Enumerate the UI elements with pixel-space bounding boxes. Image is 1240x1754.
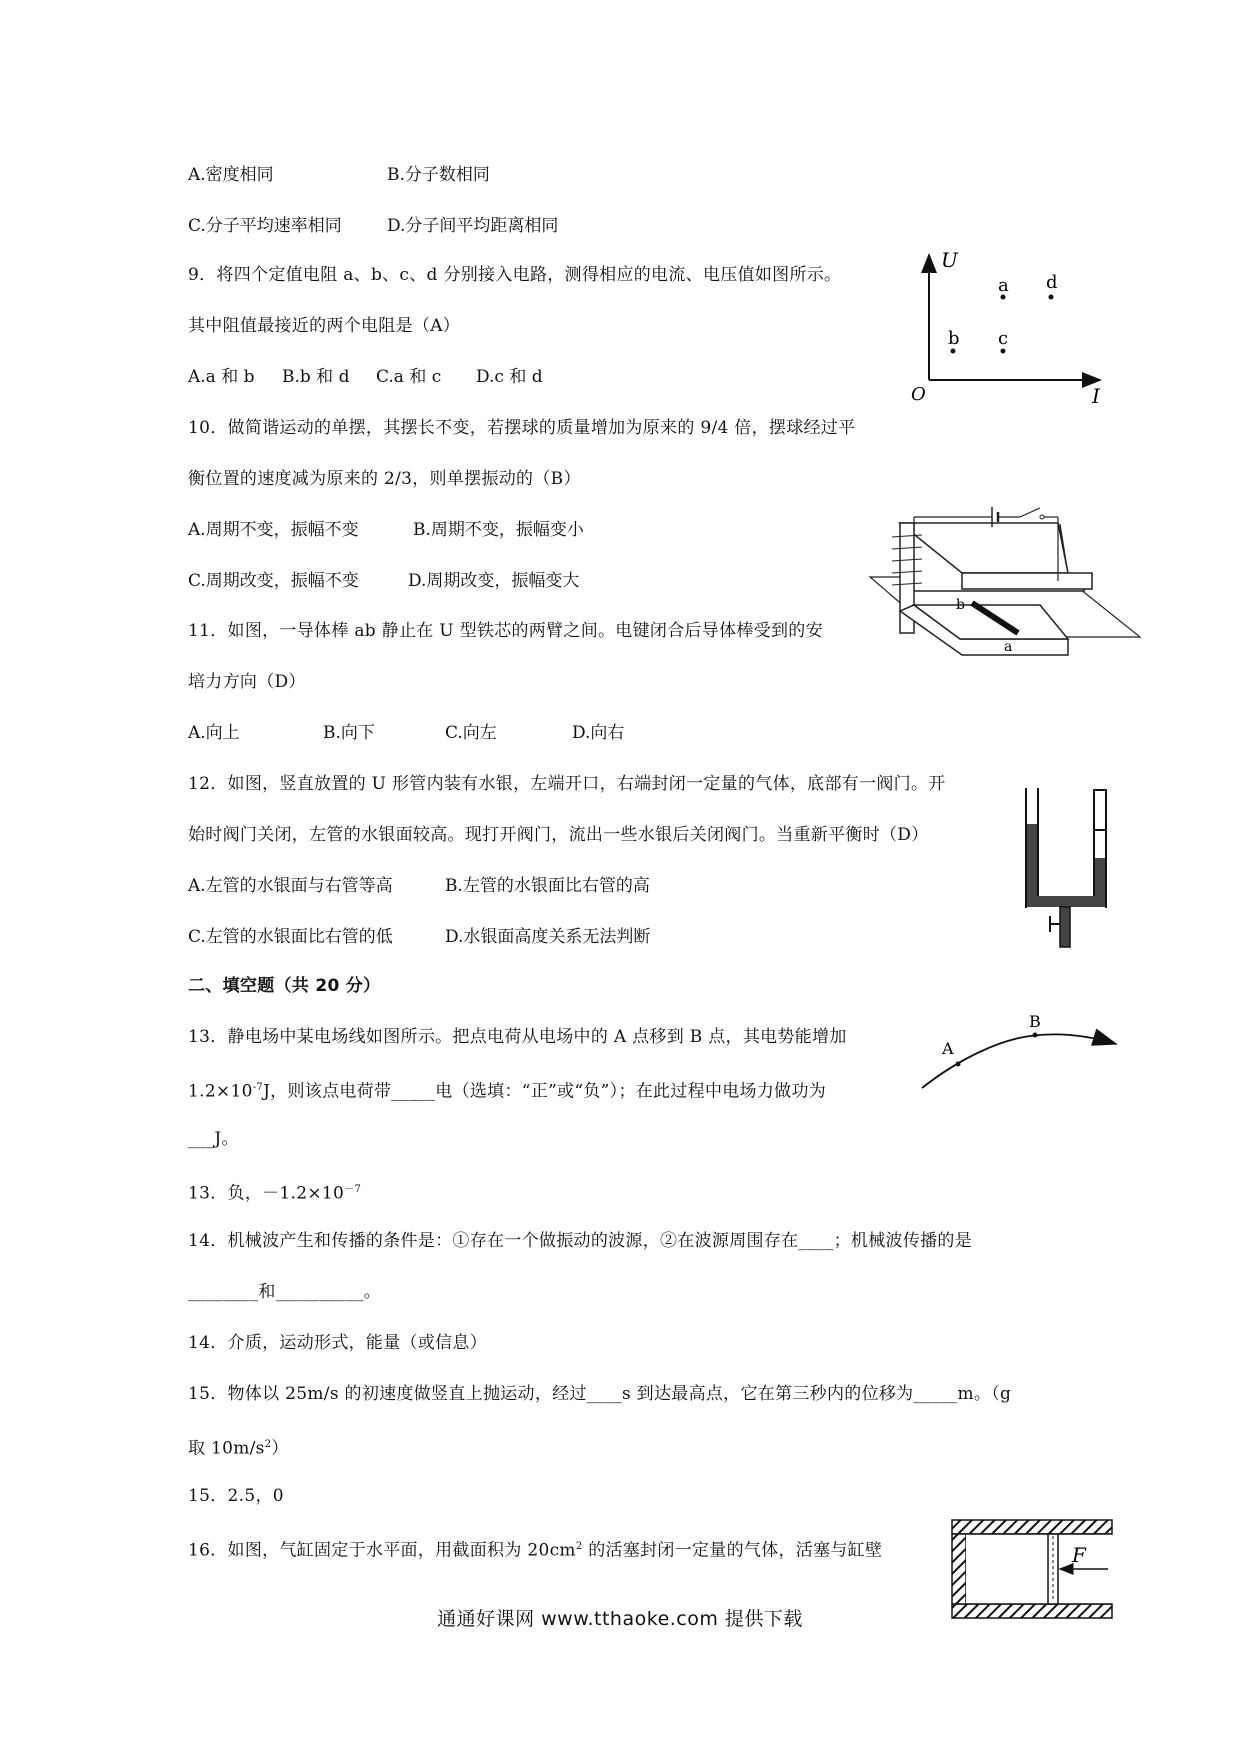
q10-line-2: 衡位置的速度减为原来的 2/3，则单摆振动的（B）	[188, 469, 581, 489]
q11-option-d: D.向右	[572, 723, 625, 743]
q8-option-a: A.密度相同	[188, 165, 274, 185]
q13-line-2-pre: 1.2×10	[188, 1081, 253, 1102]
q8-option-d: D.分子间平均距离相同	[387, 216, 559, 236]
q14-answer: 14．介质，运动形式，能量（或信息）	[188, 1333, 488, 1353]
q12-option-c: C.左管的水银面比右管的低	[188, 927, 393, 947]
u-tube-figure	[1018, 788, 1128, 948]
q15-line-1: 15．物体以 25m/s 的初速度做竖直上抛运动，经过____s 到达最高点，它在第三秒内的位移为_____m。（g	[188, 1384, 1012, 1404]
q11-option-b: B.向下	[323, 723, 375, 743]
q15-line-2	[188, 1433, 289, 1461]
origin-label: O	[911, 384, 926, 405]
point-A	[956, 1062, 961, 1067]
page-footer: 通通好课网 www.tthaoke.com 提供下载	[437, 1608, 803, 1630]
q9-line-1: 9．将四个定值电阻 a、b、c、d 分别接入电路，测得相应的电流、电压值如图所示。	[188, 265, 842, 285]
q14-line-2: ________和__________。	[188, 1282, 381, 1302]
section-heading: 二、填空题（共 20 分）	[188, 976, 381, 996]
q8-option-b: B.分子数相同	[387, 165, 490, 185]
q12-option-b: B.左管的水银面比右管的高	[445, 876, 650, 896]
q13-answer	[188, 1178, 361, 1206]
point-c	[1001, 349, 1006, 354]
q13-line-2-post: J，则该点电荷带_____电（选填：“正”或“负”）；在此过程中电场力做功为	[263, 1081, 827, 1102]
q16-line-1-post: 的活塞封闭一定量的气体，活塞与缸壁	[582, 1540, 883, 1561]
q10-option-c: C.周期改变，振幅不变	[188, 571, 359, 591]
q9-option-b: B.b 和 d	[282, 367, 350, 387]
q9-option-a: A.a 和 b	[188, 367, 255, 387]
q12-option-a: A.左管的水银面与右管等高	[188, 876, 393, 896]
point-B	[1033, 1033, 1038, 1038]
q11-line-1: 11．如图，一导体棒 ab 静止在 U 型铁芯的两臂之间。电键闭合后导体棒受到的安	[188, 621, 823, 641]
point-b	[951, 349, 956, 354]
q9-option-c: C.a 和 c	[376, 367, 442, 387]
rod-label-a: a	[1004, 639, 1013, 655]
q8-option-c: C.分子平均速率相同	[188, 216, 342, 236]
force-label: F	[1072, 1543, 1086, 1567]
q15-line-2-exp: 2	[264, 1439, 272, 1450]
y-axis-label: U	[941, 248, 958, 272]
iron-core-figure	[870, 505, 1145, 665]
rod-label-b: b	[956, 597, 965, 613]
q15-line-2-post: ）	[271, 1438, 289, 1459]
point-b-label: b	[948, 328, 960, 349]
q11-option-c: C.向左	[445, 723, 497, 743]
q13-line-2-exp: -7	[252, 1082, 264, 1093]
q13-line-1: 13．静电场中某电场线如图所示。把点电荷从电场中的 A 点移到 B 点，其电势能增加	[188, 1027, 847, 1047]
point-a-label: a	[998, 275, 1009, 296]
q13-answer-pre: 13．负，－1.2×10	[188, 1183, 345, 1204]
q16-line-1	[188, 1535, 882, 1563]
q11-option-a: A.向上	[188, 723, 240, 743]
q10-option-a: A.周期不变，振幅不变	[188, 520, 359, 540]
q13-line-3: ___J。	[188, 1129, 239, 1149]
point-d	[1049, 295, 1054, 300]
outlet-tube	[1060, 907, 1070, 947]
q15-answer: 15．2.5，0	[188, 1486, 284, 1506]
point-B-label: B	[1029, 1012, 1041, 1031]
point-d-label: d	[1046, 272, 1058, 293]
field-line-figure	[920, 1010, 1120, 1090]
q13-answer-exp: －7	[344, 1184, 362, 1195]
q12-line-2: 始时阀门关闭，左管的水银面较高。现打开阀门，流出一些水银后关闭阀门。当重新平衡时（D）	[188, 825, 929, 845]
point-A-label: A	[942, 1039, 954, 1058]
q10-option-d: D.周期改变，振幅变大	[408, 571, 580, 591]
x-axis-label: I	[1092, 384, 1100, 408]
ui-graph-figure	[905, 245, 1115, 408]
q14-line-1: 14．机械波产生和传播的条件是：①存在一个做振动的波源，②在波源周围存在____；机械波传播的是	[188, 1231, 973, 1251]
switch-lever	[1020, 508, 1040, 517]
q10-line-1: 10．做简谐运动的单摆，其摆长不变，若摆球的质量增加为原来的 9/4 倍，摆球经过平	[188, 418, 856, 438]
q15-line-2-pre: 取 10m/s	[188, 1438, 265, 1459]
q16-line-1-pre: 16．如图，气缸固定于水平面，用截面积为 20cm	[188, 1540, 576, 1561]
q16-line-1-exp: 2	[575, 1541, 583, 1552]
point-c-label: c	[998, 328, 1009, 349]
q9-line-2: 其中阻值最接近的两个电阻是（A）	[188, 316, 461, 336]
q11-line-2: 培力方向（D）	[188, 672, 306, 692]
q12-option-d: D.水银面高度关系无法判断	[445, 927, 651, 947]
q9-option-d: D.c 和 d	[476, 367, 543, 387]
q10-option-b: B.周期不变，振幅变小	[413, 520, 584, 540]
q13-line-2	[188, 1076, 826, 1104]
q12-line-1: 12．如图，竖直放置的 U 形管内装有水银，左端开口，右端封闭一定量的气体，底部有一阀门。开	[188, 774, 946, 794]
